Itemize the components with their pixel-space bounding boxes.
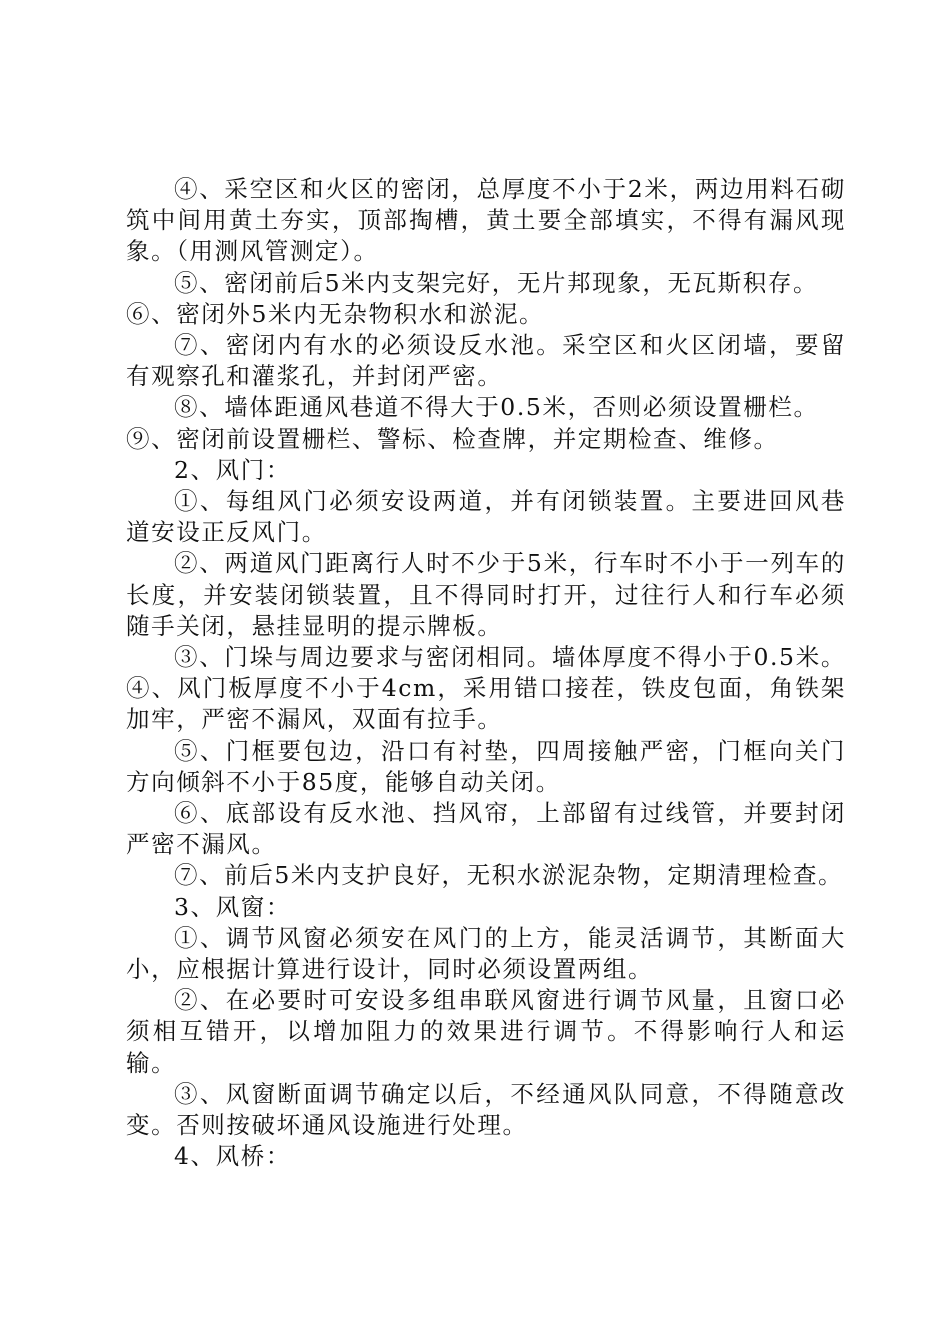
paragraph: ①、每组风门必须安设两道，并有闭锁装置。主要进回风巷道安设正反风门。 bbox=[126, 487, 846, 547]
paragraph: ②、在必要时可安设多组串联风窗进行调节风量，且窗口必须相互错开，以增加阻力的效果进行调节。不得影响行人和运输。 bbox=[126, 986, 846, 1077]
paragraph: ⑥、密闭外5米内无杂物积水和淤泥。 bbox=[126, 299, 545, 328]
paragraph: ⑦、密闭内有水的必须设反水池。采空区和火区闭墙，要留有观察孔和灌浆孔，并封闭严密。 bbox=[126, 331, 846, 391]
paragraph: ⑦、前后5米内支护良好，无积水淤泥杂物，定期清理检查。 bbox=[174, 861, 844, 890]
paragraph: ①、调节风窗必须安在风门的上方，能灵活调节，其断面大小，应根据计算进行设计，同时必须设置两组。 bbox=[126, 923, 846, 984]
paragraph: ③、门垛与周边要求与密闭相同。墙体厚度不得小于0.5米。④、风门板厚度不小于4cm，采用错口接茬，铁皮包面，角铁架加牢，严密不漏风，双面有拉手。 bbox=[126, 643, 846, 734]
document-body bbox=[126, 174, 846, 1173]
section-heading: 2、风门： bbox=[174, 455, 291, 484]
paragraph: ④、采空区和火区的密闭，总厚度不小于2米，两边用料石砌筑中间用黄土夯实，顶部掏槽，黄土要全部填实，不得有漏风现象。（用测风管测定）。 bbox=[126, 175, 846, 266]
paragraph: ⑥、底部设有反水池、挡风帘，上部留有过线管，并要封闭严密不漏风。 bbox=[126, 799, 846, 859]
section-heading: 3、风窗： bbox=[174, 892, 291, 921]
paragraph: ⑧、墙体距通风巷道不得大于0.5米，否则必须设置栅栏。 bbox=[174, 393, 819, 422]
paragraph: ⑨、密闭前设置栅栏、警标、检查牌，并定期检查、维修。 bbox=[126, 424, 779, 453]
paragraph: ③、风窗断面调节确定以后，不经通风队同意，不得随意改变。否则按破坏通风设施进行处理。 bbox=[126, 1079, 846, 1140]
paragraph: ⑤、密闭前后5米内支架完好，无片邦现象，无瓦斯积存。 bbox=[174, 268, 819, 297]
section-heading: 4、风桥： bbox=[174, 1142, 291, 1171]
paragraph: ⑤、门框要包边，沿口有衬垫，四周接触严密，门框向关门方向倾斜不小于85度，能够自动关闭。 bbox=[126, 736, 846, 796]
paragraph: ②、两道风门距离行人时不少于5米，行车时不小于一列车的长度，并安装闭锁装置，且不得同时打开，过往行人和行车必须随手关闭，悬挂显明的提示牌板。 bbox=[126, 549, 846, 640]
